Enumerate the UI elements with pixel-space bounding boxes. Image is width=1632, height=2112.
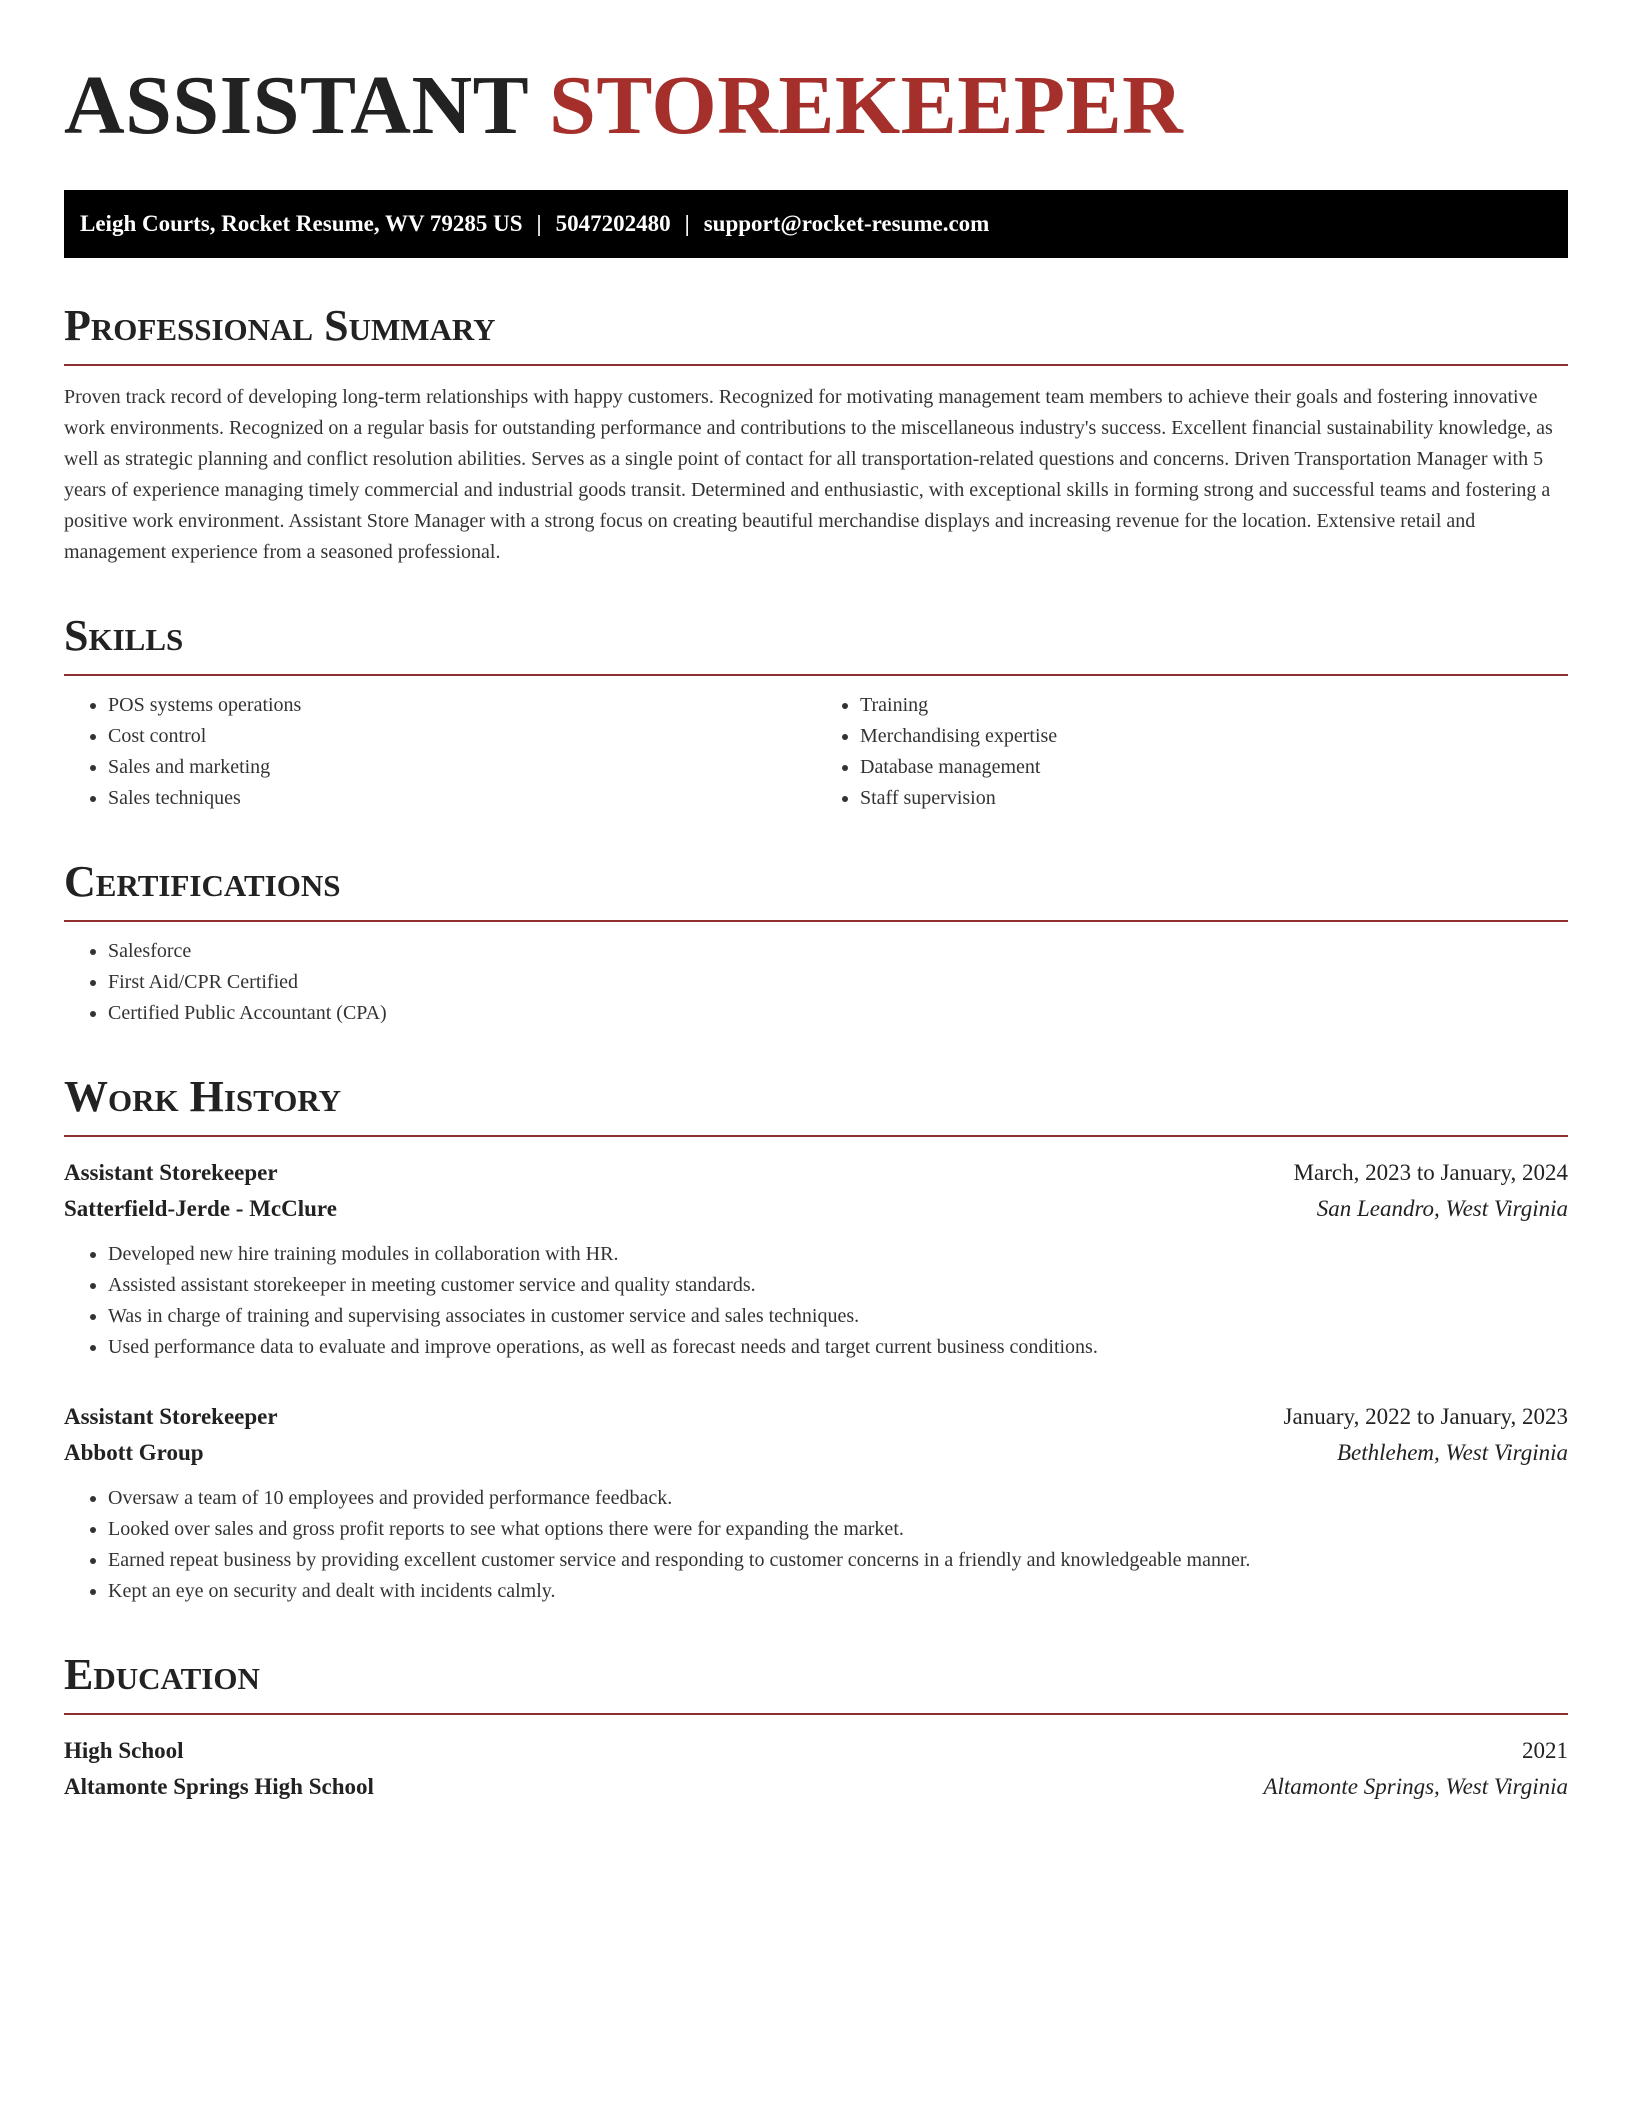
title-job-accent: STOREKEEPER xyxy=(549,59,1184,152)
contact-separator: | xyxy=(684,211,690,236)
skill-item: • Training xyxy=(860,690,1568,721)
resume-title xyxy=(64,58,1568,154)
section-heading-education: Education xyxy=(64,1651,1568,1715)
contact-email: support@rocket-resume.com xyxy=(703,211,990,236)
skills-list xyxy=(64,690,1568,814)
contact-bar xyxy=(64,190,1568,258)
skill-item: • POS systems operations xyxy=(108,690,816,721)
education-location: Altamonte Springs, West Virginia xyxy=(1263,1774,1568,1799)
job-duties-list xyxy=(64,1239,1568,1363)
contact-phone: 5047202480 xyxy=(555,211,671,236)
job-duty-item: • Used performance data to evaluate and improve operations, as well as forecast needs and target current business conditions. xyxy=(108,1332,1568,1363)
section-heading-work-history: Work History xyxy=(64,1073,1568,1137)
contact-address: Leigh Courts, Rocket Resume, WV 79285 US xyxy=(80,211,523,236)
skill-item: • Sales techniques xyxy=(108,783,816,814)
section-heading-certifications: Certifications xyxy=(64,858,1568,922)
certification-item: • Certified Public Accountant (CPA) xyxy=(108,998,1568,1029)
job-header-row xyxy=(64,1155,1568,1191)
skill-item: • Staff supervision xyxy=(860,783,1568,814)
job-dates: January, 2022 to January, 2023 xyxy=(1283,1404,1568,1429)
section-heading-summary: Professional Summary xyxy=(64,302,1568,366)
certification-item: • Salesforce xyxy=(108,936,1568,967)
job-title: Assistant Storekeeper xyxy=(64,1404,278,1429)
skill-item: • Database management xyxy=(860,752,1568,783)
job-entry xyxy=(64,1399,1568,1607)
education-school: Altamonte Springs High School xyxy=(64,1774,374,1799)
skill-item: • Merchandising expertise xyxy=(860,721,1568,752)
job-duty-item: • Oversaw a team of 10 employees and provided performance feedback. xyxy=(108,1483,1568,1514)
job-header-row xyxy=(64,1399,1568,1435)
education-degree: High School xyxy=(64,1738,184,1763)
education-year: 2021 xyxy=(1522,1738,1568,1763)
job-company-row xyxy=(64,1435,1568,1471)
title-job-prefix: ASSISTANT xyxy=(64,59,528,152)
job-company-row xyxy=(64,1191,1568,1227)
job-duty-item: • Assisted assistant storekeeper in meeting customer service and quality standards. xyxy=(108,1270,1568,1301)
summary-text: Proven track record of developing long-term relationships with happy customers. Recognized for motivating management team members to achieve their goals and fostering innovative work environments. Recognized on a regular basis for outstanding performance and contributions to the miscellaneous industry's success. Excellent financial sustainability knowledge, as well as strategic planning and conflict resolution abilities. Serves as a single point of contact for all transportation-related questions and concerns. Driven Transportation Manager with 5 years of experience managing timely commercial and industrial goods transit. Determined and enthusiastic, with exceptional skills in forming strong and successful teams and fostering a positive work environment. Assistant Store Manager with a strong focus on creating beautiful merchandise displays and increasing revenue for the location. Extensive retail and management experience from a seasoned professional. xyxy=(64,386,1553,563)
job-title: Assistant Storekeeper xyxy=(64,1160,278,1185)
skill-item: • Sales and marketing xyxy=(108,752,816,783)
job-dates: March, 2023 to January, 2024 xyxy=(1293,1160,1568,1185)
skill-item: • Cost control xyxy=(108,721,816,752)
job-location: Bethlehem, West Virginia xyxy=(1336,1440,1568,1465)
education-degree-row xyxy=(64,1733,1568,1769)
job-duty-item: • Was in charge of training and supervising associates in customer service and sales techniques. xyxy=(108,1301,1568,1332)
job-duty-item: • Kept an eye on security and dealt with incidents calmly. xyxy=(108,1576,1568,1607)
section-heading-skills: Skills xyxy=(64,612,1568,676)
job-entry xyxy=(64,1155,1568,1363)
job-duty-item: • Looked over sales and gross profit reports to see what options there were for expanding the market. xyxy=(108,1514,1568,1545)
job-duty-item: • Developed new hire training modules in collaboration with HR. xyxy=(108,1239,1568,1270)
education-school-row xyxy=(64,1769,1568,1805)
skills-column-left xyxy=(64,690,816,814)
job-company: Abbott Group xyxy=(64,1440,204,1465)
contact-separator: | xyxy=(536,211,542,236)
job-duties-list xyxy=(64,1483,1568,1607)
job-duty-item: • Earned repeat business by providing excellent customer service and responding to customer concerns in a friendly and knowledgeable manner. xyxy=(108,1545,1568,1576)
certification-item: • First Aid/CPR Certified xyxy=(108,967,1568,998)
job-company: Satterfield-Jerde - McClure xyxy=(64,1196,337,1221)
job-location: San Leandro, West Virginia xyxy=(1316,1196,1568,1221)
certifications-list xyxy=(64,936,1568,1029)
education-entry xyxy=(64,1733,1568,1805)
skills-column-right xyxy=(816,690,1568,814)
